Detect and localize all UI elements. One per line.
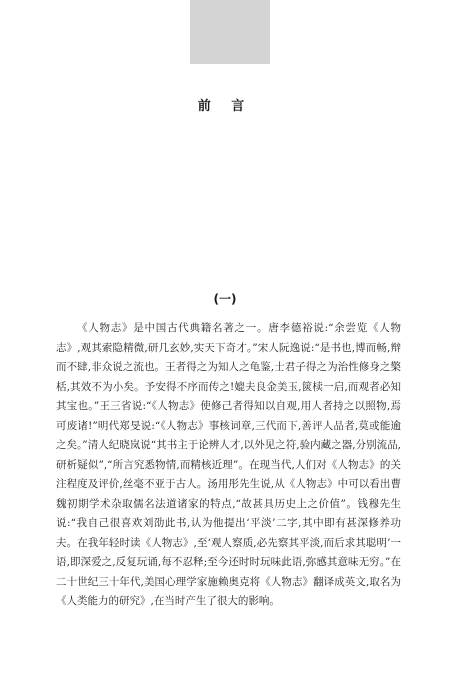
section-heading: (一) bbox=[213, 292, 237, 306]
preface-heading: 前 言 bbox=[197, 99, 253, 114]
body-paragraph: 《人物志》是中国古代典籍名著之一。唐李德裕说:“余尝览《人物志》,观其索隐精微,研几玄妙,实天下奇才。”宋人阮逸说:“是书也,博而畅,辩而不肆,非众说之流也。王者得之为知人之龟鉴,士君子得之为治性修身之檠栝,其效不为小矣。予安得不序而传之!媲夫良金美玉,篋椟一启,而观者必知其宝也。”王三省说:“《人物志》使修己者得知以自观,用人者持之以照物,焉可废诸!”明代郑旻说:“《人物志》事核词章,三代而下,善评人品者,莫或能逾之矣。”清人纪晓岚说“其书主于论辨人才,以外见之符,验内藏之器,分别流品,研析疑似”,“所言究悉物情,而精核近理”。在现当代,人们对《人物志》的关注程度及评价,丝毫不亚于古人。汤用彤先生说,从《人物志》中可以看出曹魏初期学术杂取儒名法道诸家的特点,“故甚具历史上之价值”。钱穆先生说:“我自己很喜欢刘劭此书,认为他提出‘平淡’二字,其中即有甚深修养功夫。在我年轻时读《人物志》,至‘观人察质,必先察其平淡,而后求其聪明’一语,即深爱之,反复玩诵,每不忍释;至今还时时玩味此语,弥感其意味无穷。”在二十世纪三十年代,美国心理学家施赖奥克将《人物志》翻译成英文,取名为《人类能力的研究》,在当时产生了很大的影响。 bbox=[56, 322, 401, 607]
header-decoration bbox=[190, 0, 270, 64]
